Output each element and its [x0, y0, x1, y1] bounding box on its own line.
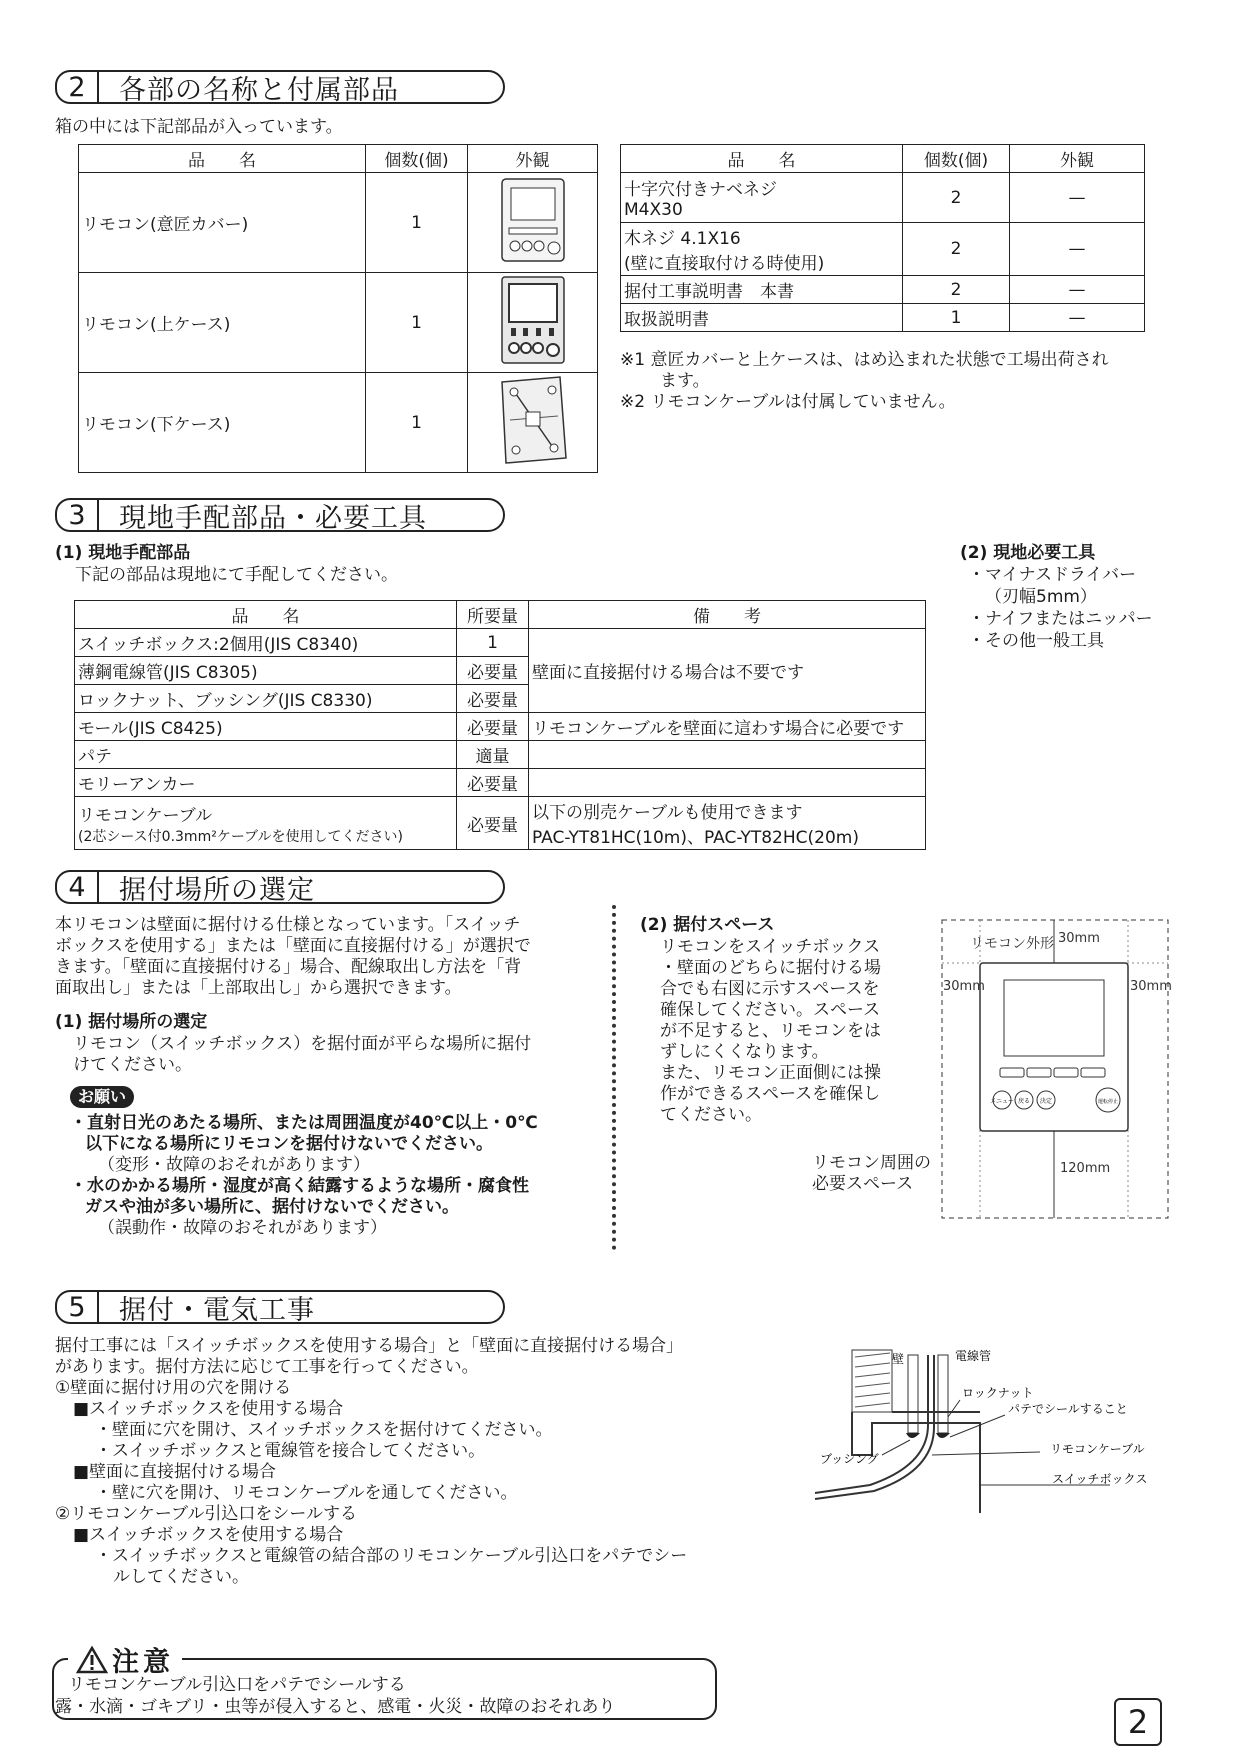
tool-item: ・マイナスドライバー: [968, 565, 1137, 585]
col-header: 備 考: [529, 601, 926, 629]
item-name: ロックナット、ブッシング(JIS C8330): [75, 685, 457, 713]
outline-label: リモコン外形: [970, 936, 1054, 952]
text-line: 作ができるスペースを確保し: [660, 1084, 881, 1104]
case-heading: ■壁面に直接据付ける場合: [73, 1462, 277, 1482]
section-5-heading: [55, 1290, 505, 1324]
dim-bottom-label: 120mm: [1060, 1161, 1111, 1176]
part-name: 取扱説明書: [621, 304, 903, 332]
text-line: 本リモコンは壁面に据付ける仕様となっています。「スイッチ: [55, 915, 521, 935]
remote-key: [1027, 1068, 1051, 1077]
part-qty: 1: [366, 173, 468, 273]
col-header: 品 名: [75, 601, 457, 629]
space-label: [812, 1153, 931, 1195]
table-row: [75, 741, 926, 769]
text-line: 以下になる場所にリモコンを据付けないでください。: [85, 1134, 493, 1154]
table-row: [79, 373, 598, 473]
section-title: 据付・電気工事: [119, 1294, 315, 1326]
table-row: [75, 769, 926, 797]
caution-heading: [68, 1640, 182, 1679]
conduit: [908, 1355, 918, 1433]
remote-key: [1081, 1068, 1105, 1077]
note-1: ※1 意匠カバーと上ケースは、はめ込まれた状態で工場出荷され: [620, 350, 1109, 370]
item-name: モリーアンカー: [75, 769, 457, 797]
item-qty: 必要量: [457, 713, 529, 741]
item-note: 以下の別売ケーブルも使用できます: [532, 803, 803, 823]
text-line: （変形・故障のおそれがあります）: [98, 1155, 370, 1175]
wiring-diagram: [810, 1345, 1170, 1515]
item-qty: 必要量: [457, 657, 529, 685]
part-name: リモコン(下ケース): [79, 373, 366, 473]
table-row: [75, 713, 926, 741]
power-label: 運転停止: [1097, 1099, 1119, 1105]
table-row: [621, 276, 1145, 304]
item-name: 薄鋼電線管(JIS C8305): [75, 657, 457, 685]
part-image-cell: [468, 373, 598, 473]
s4-sub2-text: [660, 937, 920, 1126]
bushing-label: ブッシング: [820, 1452, 879, 1466]
part-name: 木ネジ 4.1X16: [624, 229, 741, 249]
col-header: 所要量: [457, 601, 529, 629]
bushing: [906, 1433, 920, 1438]
part-name: リモコン(意匠カバー): [79, 173, 366, 273]
wall-label: 壁: [892, 1352, 905, 1366]
item-name: スイッチボックス:2個用(JIS C8340): [75, 629, 457, 657]
col-header: 個数(個): [366, 145, 468, 173]
s4-sub2: (2) 据付スペース: [640, 915, 775, 935]
text-line: リモコンをスイッチボックス: [660, 937, 881, 957]
section-2-heading: [55, 70, 505, 104]
ok-label: 決定: [1039, 1098, 1053, 1105]
item-name: パテ: [75, 741, 457, 769]
wall: [852, 1350, 892, 1412]
text-line: ルしてください。: [113, 1567, 249, 1587]
part-name: 十字穴付きナベネジ: [624, 180, 777, 200]
text-line: きます。「壁面に直接据付ける」場合、配線取出し方法を「背: [55, 957, 522, 977]
text-line: 面取出し」または「上部取出し」から選択できます。: [55, 978, 462, 998]
s4-sub1: (1) 据付場所の選定: [55, 1012, 208, 1032]
text-line: ボックスを使用する」または「壁面に直接据付ける」が選択で: [55, 936, 531, 956]
part-look: —: [1010, 304, 1145, 332]
caution-line-1: リモコンケーブル引込口をパテでシールする: [68, 1675, 406, 1695]
text-line: けてください。: [73, 1055, 192, 1075]
text-line: 合でも右図に示すスペースを: [660, 979, 880, 999]
tool-item: ・その他一般工具: [968, 631, 1104, 651]
note-1-cont: ます。: [660, 371, 710, 391]
warning-triangle-icon: [76, 1646, 108, 1674]
text-line: リモコン（スイッチボックス）を据付面が平らな場所に据付: [73, 1034, 532, 1054]
col-header: 品 名: [79, 145, 366, 173]
item-qty: 必要量: [457, 797, 529, 850]
install-space-diagram: [940, 918, 1180, 1223]
table-row: [621, 173, 1145, 223]
section-title: 現地手配部品・必要工具: [119, 502, 427, 534]
item-note-models: PAC-YT81HC(10m)、PAC-YT82HC(20m): [532, 828, 859, 848]
putty-label: パテでシールすること: [1008, 1402, 1128, 1416]
section-3-heading: [55, 498, 505, 532]
column-divider: [612, 905, 616, 1250]
part-qty: 2: [903, 223, 1010, 276]
section-number: 5: [57, 1292, 99, 1322]
text-line: ・壁に穴を開け、リモコンケーブルを通してください。: [95, 1483, 518, 1503]
section-number: 2: [57, 72, 99, 102]
design-cover-illustration: [498, 176, 568, 264]
table-row: [79, 173, 598, 273]
conduit: [938, 1355, 948, 1433]
text-line: ・水のかかる場所・湿度が高く結露するような場所・腐食性: [70, 1176, 529, 1196]
item-name-sub: (2芯シース付0.3mm²ケーブルを使用してください): [78, 828, 404, 845]
dim-top-label: 30mm: [1058, 931, 1100, 946]
section-title: 据付場所の選定: [119, 874, 315, 906]
table-row: [621, 304, 1145, 332]
s3-sub1-text: 下記の部品は現地にて手配してください。: [75, 565, 398, 585]
section-4-heading: [55, 870, 505, 904]
item-qty: 必要量: [457, 685, 529, 713]
col-header: 外観: [1010, 145, 1145, 173]
s5-body: [55, 1336, 687, 1588]
section-title: 各部の名称と付属部品: [119, 74, 399, 106]
section-number: 3: [57, 500, 99, 530]
item-qty: 必要量: [457, 769, 529, 797]
remote-key: [1000, 1068, 1024, 1077]
conduit-label: 電線管: [955, 1349, 992, 1363]
item-name: リモコンケーブル: [78, 805, 213, 826]
cable-label: リモコンケーブル: [1050, 1442, 1145, 1456]
note-2: ※2 リモコンケーブルは付属していません。: [620, 392, 956, 412]
dim-right-label: 30mm: [1130, 979, 1172, 994]
step-heading: ②リモコンケーブル引込口をシールする: [55, 1504, 358, 1524]
part-qty: 2: [903, 173, 1010, 223]
part-look: —: [1010, 173, 1145, 223]
text-line: 必要スペース: [812, 1174, 914, 1194]
col-header: 個数(個): [903, 145, 1010, 173]
text-line: ・壁面のどちらに据付ける場: [660, 958, 881, 978]
text-line: また、リモコン正面側には操: [660, 1063, 881, 1083]
menu-label: メニュー: [989, 1098, 1015, 1105]
warning-1: [70, 1113, 538, 1239]
text-line: 据付工事には「スイッチボックスを使用する場合」と「壁面に直接据付ける場合」: [55, 1336, 684, 1356]
item-name: モール(JIS C8425): [75, 713, 457, 741]
item-note: 壁面に直接据付ける場合は不要です: [529, 629, 926, 713]
text-line: があります。据付方法に応じて工事を行ってください。: [55, 1357, 479, 1377]
onegai-badge: お願い: [70, 1086, 134, 1108]
s2-intro: 箱の中には下記部品が入っています。: [55, 117, 343, 137]
text-line: リモコン周囲の: [812, 1153, 931, 1173]
parts-table-right: [620, 144, 1145, 332]
table-row: [79, 273, 598, 373]
part-image-cell: [468, 273, 598, 373]
text-line: ・スイッチボックスと電線管を接合してください。: [95, 1441, 486, 1461]
item-qty: 適量: [457, 741, 529, 769]
item-qty: 1: [457, 629, 529, 657]
case-heading: ■スイッチボックスを使用する場合: [73, 1399, 344, 1419]
col-header: 品 名: [621, 145, 903, 173]
part-qty: 1: [903, 304, 1010, 332]
part-look: —: [1010, 276, 1145, 304]
part-name: 据付工事説明書 本書: [621, 276, 903, 304]
text-line: てください。: [660, 1105, 762, 1125]
text-line: （誤動作・故障のおそれがあります）: [98, 1218, 387, 1238]
s3-sub2: (2) 現地必要工具: [960, 543, 1096, 563]
caution-line-2: 露・水滴・ゴキブリ・虫等が侵入すると、感電・火災・故障のおそれあり: [55, 1697, 616, 1717]
lower-case-illustration: [496, 374, 570, 466]
part-image-cell: [468, 173, 598, 273]
part-qty: 2: [903, 276, 1010, 304]
text-line: 確保してください。スペース: [660, 1000, 881, 1020]
text-line: が不足すると、リモコンをは: [660, 1021, 881, 1041]
table-row: [75, 797, 926, 850]
s3-sub1: (1) 現地手配部品: [55, 543, 191, 563]
back-label: 戻る: [1017, 1098, 1031, 1105]
case-heading: ■スイッチボックスを使用する場合: [73, 1525, 344, 1545]
tool-item: （刃幅5mm）: [985, 587, 1097, 607]
part-name-sub: (壁に直接取付ける時使用): [624, 254, 825, 274]
s4-intro: [55, 915, 531, 999]
part-name: リモコン(上ケース): [79, 273, 366, 373]
page-number: 2: [1114, 1698, 1162, 1746]
remote-key: [1054, 1068, 1078, 1077]
bushing: [936, 1433, 950, 1438]
step-heading: ①壁面に据付け用の穴を開ける: [55, 1378, 292, 1398]
part-qty: 1: [366, 273, 468, 373]
dim-left-label: 30mm: [943, 979, 985, 994]
col-header: 外観: [468, 145, 598, 173]
site-parts-table: [74, 600, 926, 850]
part-look: —: [1010, 223, 1145, 276]
item-note: リモコンケーブルを壁面に這わす場合に必要です: [529, 713, 926, 741]
caution-title: 注意: [112, 1647, 174, 1678]
parts-table-left: [78, 144, 598, 473]
switchbox-label: スイッチボックス: [1052, 1472, 1148, 1486]
text-line: ずしにくくなります。: [660, 1042, 829, 1062]
table-row: [621, 223, 1145, 276]
locknut-label: ロックナット: [962, 1386, 1034, 1400]
section-number: 4: [57, 872, 99, 902]
upper-case-illustration: [498, 274, 568, 366]
text-line: ・直射日光のあたる場所、または周囲温度が40℃以上・0℃: [70, 1113, 538, 1133]
s4-sub1-text: [73, 1034, 531, 1076]
part-qty: 1: [366, 373, 468, 473]
tool-item: ・ナイフまたはニッパー: [968, 609, 1153, 629]
table-row: [75, 629, 926, 657]
part-name-sub: M4X30: [624, 200, 683, 220]
remote-screen: [1004, 980, 1104, 1056]
text-line: ・壁面に穴を開け、スイッチボックスを据付けてください。: [95, 1420, 553, 1440]
text-line: ・スイッチボックスと電線管の結合部のリモコンケーブル引込口をパテでシー: [95, 1546, 688, 1566]
text-line: ガスや油が多い場所に、据付けないでください。: [85, 1197, 459, 1217]
